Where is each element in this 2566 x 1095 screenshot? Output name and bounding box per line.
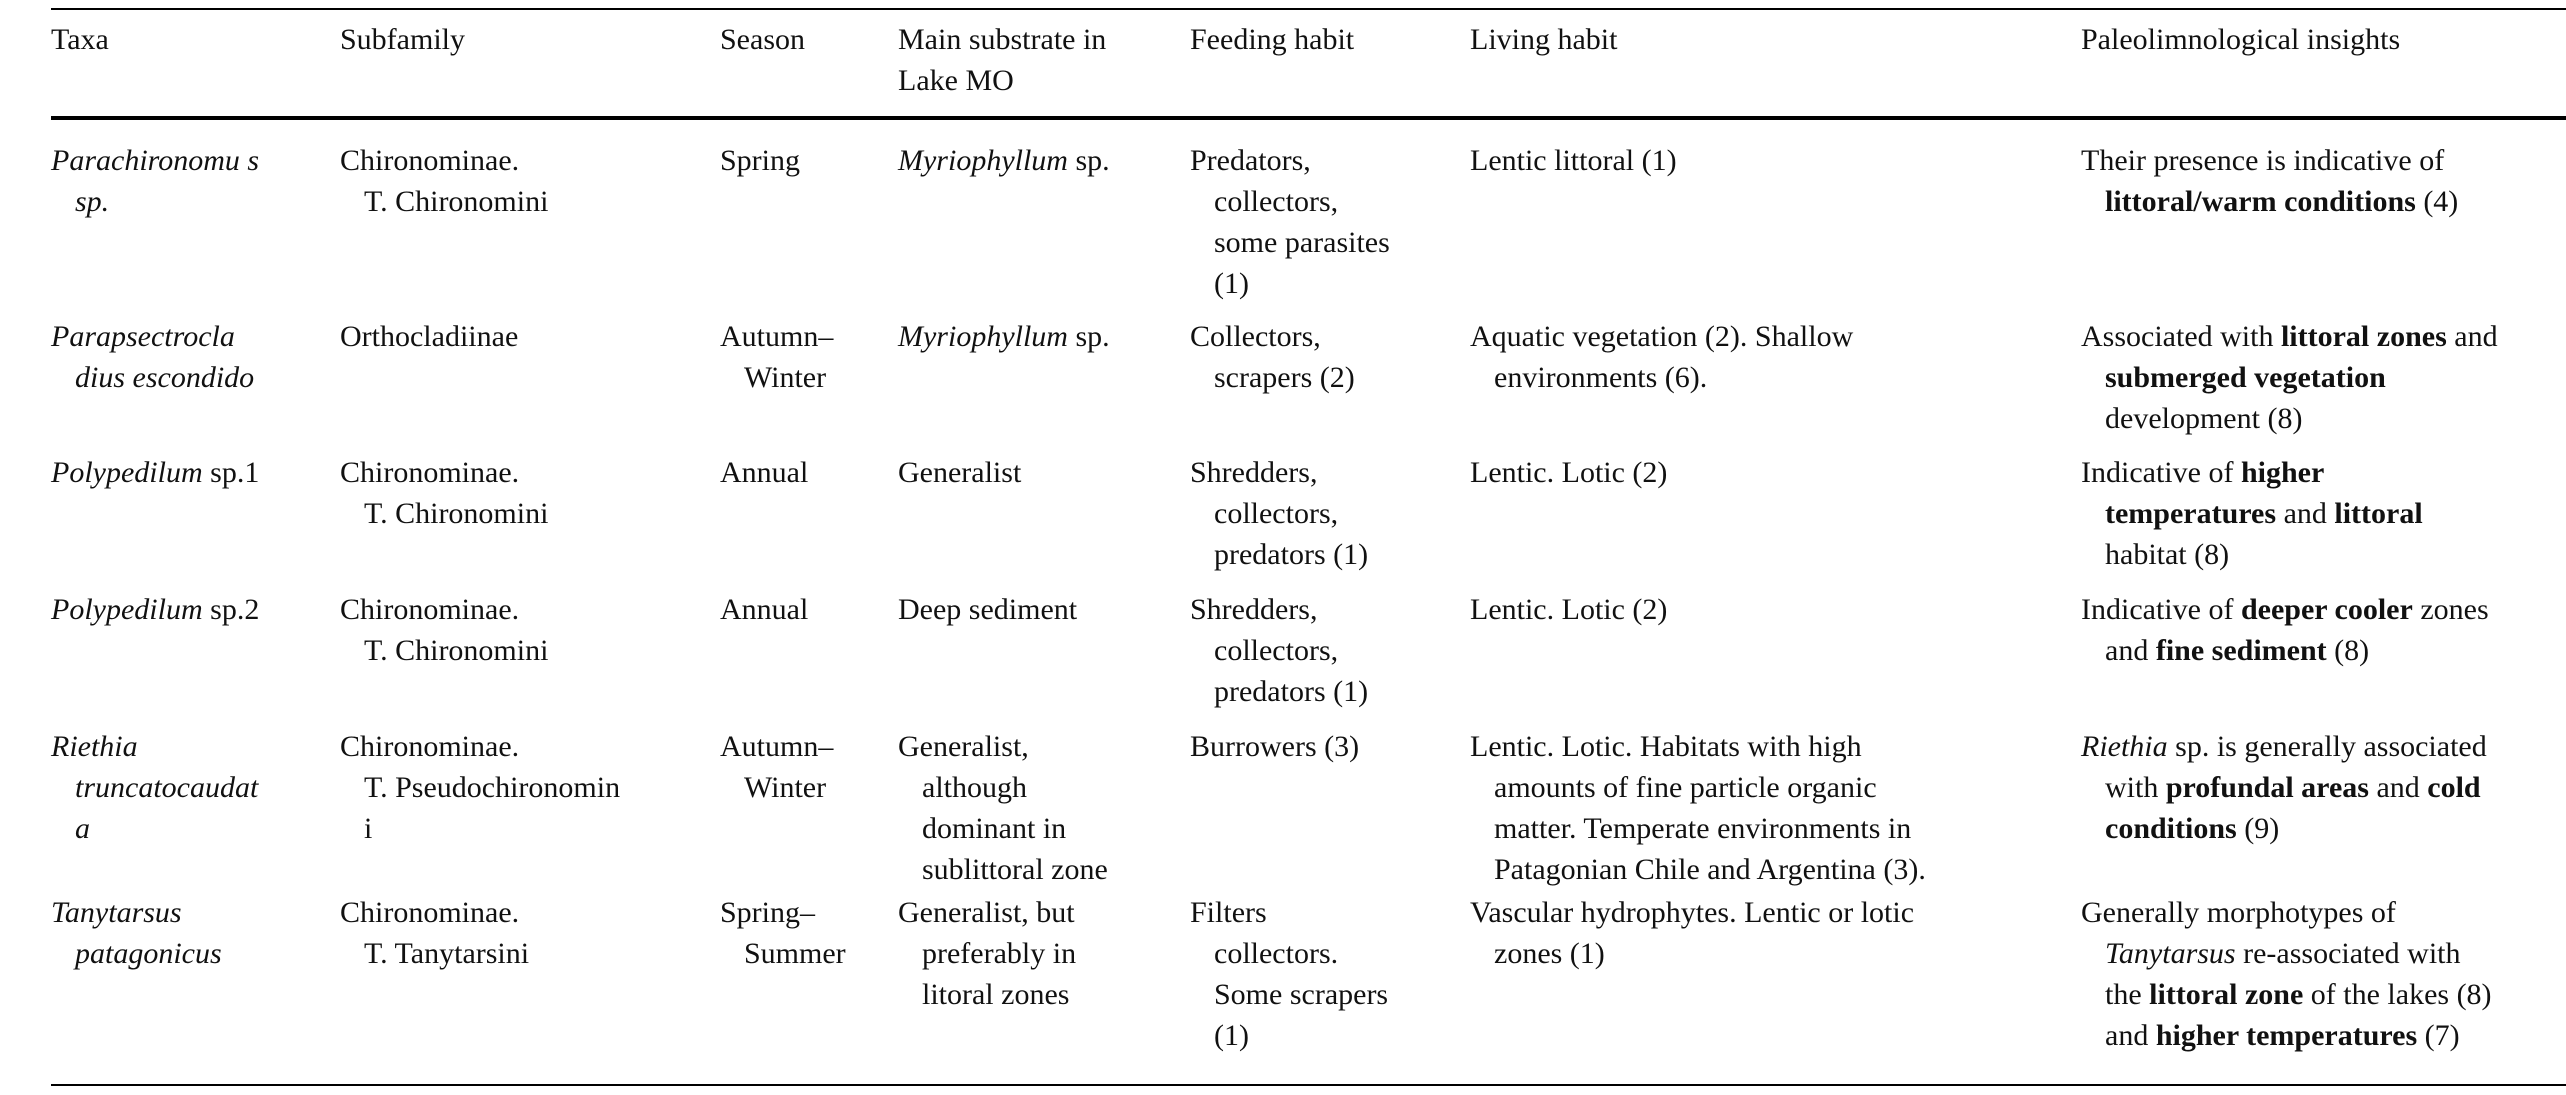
- cell-text: Orthocladiinae: [340, 320, 519, 353]
- cell-season: [720, 316, 833, 398]
- cell-text: sp.: [1067, 144, 1110, 177]
- cell-line: [2081, 181, 2458, 222]
- cell-main-substrate: [898, 726, 1108, 890]
- cell-text: Collectors,: [1190, 320, 1321, 353]
- cell-line: [720, 589, 808, 630]
- cell-text: Annual: [720, 456, 809, 489]
- cell-line: [340, 630, 548, 671]
- cell-text: dominant in: [922, 812, 1067, 845]
- cell-text: collectors,: [1214, 497, 1339, 530]
- cell-paleolimnological-insights: [2081, 589, 2489, 671]
- cell-feeding-habit: [1190, 892, 1388, 1056]
- taxon-name: sp.: [75, 185, 110, 218]
- cell-text: Winter: [744, 361, 827, 394]
- cell-main-substrate: [898, 589, 1077, 630]
- cell-text: Generalist, but: [898, 896, 1075, 929]
- cell-line: [340, 181, 548, 222]
- cell-main-substrate: [898, 892, 1076, 1015]
- cell-text: environments (6).: [1494, 361, 1708, 394]
- cell-line: [340, 726, 620, 767]
- cell-text: Shredders,: [1190, 593, 1318, 626]
- cell-text: predators (1): [1214, 675, 1369, 708]
- cell-text: Chironominae.: [340, 730, 520, 763]
- cell-line: [2081, 452, 2423, 493]
- cell-main-substrate: [898, 140, 1110, 181]
- emphasis-text: littoral: [2334, 497, 2423, 530]
- cell-text: Annual: [720, 593, 809, 626]
- cell-text: (8): [2326, 634, 2370, 667]
- cell-subfamily: [340, 140, 548, 222]
- cell-line: [720, 357, 833, 398]
- cell-line: [2081, 974, 2492, 1015]
- cell-line: [1470, 933, 1914, 974]
- cell-line: [51, 181, 259, 222]
- cell-line: [898, 767, 1108, 808]
- cell-text: sp. is generally associated: [2167, 730, 2487, 763]
- cell-living-habit: [1470, 589, 1667, 630]
- cell-line: [2081, 892, 2492, 933]
- cell-line: [1190, 630, 1368, 671]
- cell-text: sp.1: [202, 456, 260, 489]
- emphasis-text: profundal areas: [2165, 771, 2369, 804]
- cell-line: [2081, 493, 2423, 534]
- cell-text: Aquatic vegetation (2). Shallow: [1470, 320, 1854, 353]
- cell-main-substrate: [898, 316, 1110, 357]
- column-header-label: Season: [720, 23, 805, 56]
- cell-line: [1470, 589, 1667, 630]
- cell-text: Lentic. Lotic. Habitats with high: [1470, 730, 1862, 763]
- column-header-label: Living habit: [1470, 23, 1618, 56]
- cell-text: although: [922, 771, 1027, 804]
- cell-text: Generalist,: [898, 730, 1029, 763]
- cell-line: [51, 589, 259, 630]
- cell-line: [898, 849, 1108, 890]
- cell-text: collectors.: [1214, 937, 1339, 970]
- cell-text: collectors,: [1214, 634, 1339, 667]
- cell-line: [1190, 726, 1359, 767]
- cell-text: Indicative of: [2081, 593, 2241, 626]
- cell-season: [720, 452, 808, 493]
- cell-main-substrate: [898, 452, 1021, 493]
- cell-line: [2081, 140, 2458, 181]
- cell-line: [2081, 726, 2487, 767]
- cell-text: Chironominae.: [340, 144, 520, 177]
- cell-line: [340, 140, 548, 181]
- cell-line: [51, 767, 258, 808]
- cell-text: Lentic. Lotic (2): [1470, 456, 1668, 489]
- cell-text: i: [364, 812, 373, 845]
- cell-line: [720, 452, 808, 493]
- cell-season: [720, 726, 833, 808]
- cell-line: [720, 892, 846, 933]
- emphasis-text: littoral/warm conditions: [2105, 185, 2416, 218]
- cell-taxa: [51, 452, 259, 493]
- taxon-name: Tanytarsus: [51, 896, 182, 929]
- cell-paleolimnological-insights: [2081, 726, 2487, 849]
- cell-line: [2081, 1015, 2492, 1056]
- cell-line: [51, 452, 259, 493]
- cell-text: sp.: [1067, 320, 1110, 353]
- cell-text: Burrowers (3): [1190, 730, 1360, 763]
- cell-text: habitat (8): [2105, 538, 2230, 571]
- cell-text: some parasites: [1214, 226, 1390, 259]
- column-header-main-substrate: [898, 19, 1106, 101]
- cell-line: [340, 589, 548, 630]
- cell-line: [898, 892, 1076, 933]
- cell-text: Chironominae.: [340, 593, 520, 626]
- cell-line: [51, 726, 258, 767]
- cell-text: Vascular hydrophytes. Lentic or lotic: [1470, 896, 1915, 929]
- cell-line: [51, 357, 254, 398]
- cell-text: and: [2446, 320, 2498, 353]
- cell-paleolimnological-insights: [2081, 452, 2423, 575]
- cell-text: scrapers (2): [1214, 361, 1355, 394]
- cell-subfamily: [340, 316, 518, 357]
- cell-line: [1190, 263, 1390, 304]
- cell-feeding-habit: [1190, 726, 1359, 767]
- cell-line: [1190, 589, 1368, 630]
- column-header-season: [720, 19, 805, 60]
- cell-text: Shredders,: [1190, 456, 1318, 489]
- cell-line: [1190, 933, 1388, 974]
- column-header-label: Taxa: [51, 23, 109, 56]
- cell-text: Winter: [744, 771, 827, 804]
- cell-text: of the lakes (8): [2303, 978, 2492, 1011]
- cell-text: (9): [2236, 812, 2280, 845]
- column-header-taxa: [51, 19, 109, 60]
- cell-season: [720, 892, 846, 974]
- cell-line: [2081, 589, 2489, 630]
- emphasis-text: higher: [2240, 456, 2325, 489]
- cell-text: zones: [2412, 593, 2489, 626]
- cell-text: Generalist: [898, 456, 1022, 489]
- cell-line: [720, 140, 800, 181]
- cell-line: [1470, 357, 1853, 398]
- column-header-label: Paleolimnological insights: [2081, 23, 2401, 56]
- cell-text: Their presence is indicative of: [2081, 144, 2445, 177]
- cell-text: sp.2: [202, 593, 260, 626]
- taxon-name: Polypedilum: [51, 593, 203, 626]
- column-header-label: Main substrate in: [898, 23, 1107, 56]
- cell-text: Summer: [744, 937, 846, 970]
- cell-text: (7): [2417, 1019, 2460, 1052]
- cell-paleolimnological-insights: [2081, 892, 2492, 1056]
- cell-line: [1190, 357, 1355, 398]
- cell-line: [340, 316, 518, 357]
- taxon-name: dius escondido: [75, 361, 255, 394]
- cell-text: Associated with: [2081, 320, 2281, 353]
- cell-line: [51, 140, 259, 181]
- cell-line: [1470, 452, 1667, 493]
- cell-text: Chironominae.: [340, 896, 520, 929]
- cell-line: [2081, 933, 2492, 974]
- taxon-name: Riethia: [2081, 730, 2168, 763]
- cell-line: [1470, 140, 1677, 181]
- cell-line: [720, 767, 833, 808]
- cell-taxa: [51, 316, 254, 398]
- cell-line: [2081, 767, 2487, 808]
- cell-season: [720, 589, 808, 630]
- cell-text: (1): [1214, 267, 1249, 300]
- emphasis-text: littoral zone: [2149, 978, 2304, 1011]
- cell-text: with: [2105, 771, 2166, 804]
- cell-subfamily: [340, 726, 620, 849]
- column-header-label: Feeding habit: [1190, 23, 1355, 56]
- cell-feeding-habit: [1190, 589, 1368, 712]
- cell-text: Indicative of: [2081, 456, 2241, 489]
- emphasis-text: littoral zones: [2280, 320, 2447, 353]
- cell-text: Autumn–: [720, 730, 834, 763]
- cell-line: [898, 452, 1021, 493]
- cell-line: [898, 933, 1076, 974]
- cell-text: Predators,: [1190, 144, 1311, 177]
- cell-taxa: [51, 726, 258, 849]
- cell-line: [1190, 493, 1368, 534]
- cell-line: [340, 892, 529, 933]
- cell-feeding-habit: [1190, 316, 1355, 398]
- cell-line: [1470, 726, 1926, 767]
- column-header-paleolimnological-insights: [2081, 19, 2400, 60]
- cell-paleolimnological-insights: [2081, 140, 2458, 222]
- taxon-name: patagonicus: [75, 937, 222, 970]
- cell-line: [1470, 892, 1914, 933]
- cell-text: amounts of fine particle organic: [1494, 771, 1877, 804]
- cell-line: [1190, 892, 1388, 933]
- column-header-label: Lake MO: [898, 64, 1014, 97]
- taxon-name: Myriophyllum: [898, 320, 1068, 353]
- cell-text: T. Chironomini: [364, 634, 549, 667]
- cell-text: T. Chironomini: [364, 497, 549, 530]
- cell-line: [898, 589, 1077, 630]
- cell-line: [898, 140, 1110, 181]
- cell-feeding-habit: [1190, 140, 1390, 304]
- cell-text: T. Chironomini: [364, 185, 549, 218]
- taxon-name: Tanytarsus: [2105, 937, 2236, 970]
- cell-line: [1470, 808, 1926, 849]
- cell-text: and: [2105, 634, 2156, 667]
- cell-season: [720, 140, 800, 181]
- cell-line: [340, 452, 548, 493]
- cell-text: Spring–: [720, 896, 816, 929]
- cell-text: and: [2276, 497, 2335, 530]
- cell-line: [898, 808, 1108, 849]
- taxon-name: Parapsectrocla: [51, 320, 235, 353]
- emphasis-text: conditions: [2105, 812, 2237, 845]
- cell-line: [898, 316, 1110, 357]
- cell-line: [340, 933, 529, 974]
- table-rule-header: [51, 116, 2566, 120]
- cell-text: litoral zones: [922, 978, 1070, 1011]
- column-header-subfamily: [340, 19, 465, 60]
- cell-text: Autumn–: [720, 320, 834, 353]
- cell-line: [51, 316, 254, 357]
- column-header-feeding-habit: [1190, 19, 1354, 60]
- cell-text: the: [2105, 978, 2150, 1011]
- cell-subfamily: [340, 589, 548, 671]
- taxon-name: truncatocaudat: [75, 771, 259, 804]
- cell-line: [1470, 849, 1926, 890]
- cell-line: [51, 892, 222, 933]
- table-rule-top: [51, 8, 2566, 10]
- taxon-name: Polypedilum: [51, 456, 203, 489]
- cell-subfamily: [340, 892, 529, 974]
- cell-line: [1190, 974, 1388, 1015]
- cell-feeding-habit: [1190, 452, 1368, 575]
- cell-text: Some scrapers: [1214, 978, 1389, 1011]
- emphasis-text: higher temperatures: [2155, 1019, 2418, 1052]
- emphasis-text: submerged vegetation: [2105, 361, 2386, 394]
- cell-text: and: [2105, 1019, 2156, 1052]
- cell-line: [340, 493, 548, 534]
- cell-line: [1190, 452, 1368, 493]
- cell-text: Filters: [1190, 896, 1267, 929]
- taxon-name: Parachironomu s: [51, 144, 260, 177]
- cell-line: [1190, 534, 1368, 575]
- cell-living-habit: [1470, 140, 1677, 181]
- cell-text: Patagonian Chile and Argentina (3).: [1494, 853, 1926, 886]
- cell-taxa: [51, 589, 259, 630]
- cell-line: [340, 808, 620, 849]
- taxon-name: a: [75, 812, 90, 845]
- cell-line: [720, 933, 846, 974]
- cell-text: zones (1): [1494, 937, 1605, 970]
- cell-text: Lentic littoral (1): [1470, 144, 1677, 177]
- cell-line: [1190, 1015, 1388, 1056]
- cell-living-habit: [1470, 316, 1853, 398]
- cell-line: [1190, 316, 1355, 357]
- cell-text: Lentic. Lotic (2): [1470, 593, 1668, 626]
- cell-living-habit: [1470, 726, 1926, 890]
- cell-text: sublittoral zone: [922, 853, 1108, 886]
- table-rule-bottom: [51, 1084, 2566, 1086]
- cell-text: and: [2368, 771, 2428, 804]
- cell-line: [1190, 222, 1390, 263]
- cell-text: preferably in: [922, 937, 1077, 970]
- cell-line: [1190, 140, 1390, 181]
- cell-line: [720, 726, 833, 767]
- cell-text: predators (1): [1214, 538, 1369, 571]
- column-header-living-habit: [1470, 19, 1617, 60]
- cell-line: [51, 933, 222, 974]
- cell-living-habit: [1470, 452, 1667, 493]
- cell-line: [1470, 767, 1926, 808]
- cell-living-habit: [1470, 892, 1914, 974]
- cell-line: [898, 974, 1076, 1015]
- cell-paleolimnological-insights: [2081, 316, 2498, 439]
- cell-text: development (8): [2105, 402, 2303, 435]
- emphasis-text: deeper cooler: [2240, 593, 2413, 626]
- cell-line: [2081, 630, 2489, 671]
- cell-text: (4): [2415, 185, 2459, 218]
- cell-line: [1190, 671, 1368, 712]
- column-header-label: Subfamily: [340, 23, 465, 56]
- cell-line: [720, 316, 833, 357]
- cell-line: [1190, 181, 1390, 222]
- cell-taxa: [51, 892, 222, 974]
- cell-line: [898, 726, 1108, 767]
- cell-text: collectors,: [1214, 185, 1339, 218]
- emphasis-text: temperatures: [2105, 497, 2277, 530]
- taxon-name: Myriophyllum: [898, 144, 1068, 177]
- cell-text: matter. Temperate environments in: [1494, 812, 1912, 845]
- cell-line: [2081, 357, 2498, 398]
- taxon-name: Riethia: [51, 730, 138, 763]
- cell-text: (1): [1214, 1019, 1249, 1052]
- cell-subfamily: [340, 452, 548, 534]
- cell-taxa: [51, 140, 259, 222]
- emphasis-text: fine sediment: [2155, 634, 2327, 667]
- cell-text: Spring: [720, 144, 801, 177]
- cell-line: [2081, 808, 2487, 849]
- cell-text: Generally morphotypes of: [2081, 896, 2396, 929]
- cell-line: [2081, 316, 2498, 357]
- cell-line: [51, 808, 258, 849]
- cell-text: T. Pseudochironomin: [364, 771, 621, 804]
- cell-line: [340, 767, 620, 808]
- cell-line: [2081, 398, 2498, 439]
- cell-text: T. Tanytarsini: [364, 937, 530, 970]
- emphasis-text: cold: [2427, 771, 2481, 804]
- cell-line: [2081, 534, 2423, 575]
- cell-line: [1470, 316, 1853, 357]
- cell-text: Deep sediment: [898, 593, 1078, 626]
- cell-text: Chironominae.: [340, 456, 520, 489]
- cell-text: re-associated with: [2235, 937, 2461, 970]
